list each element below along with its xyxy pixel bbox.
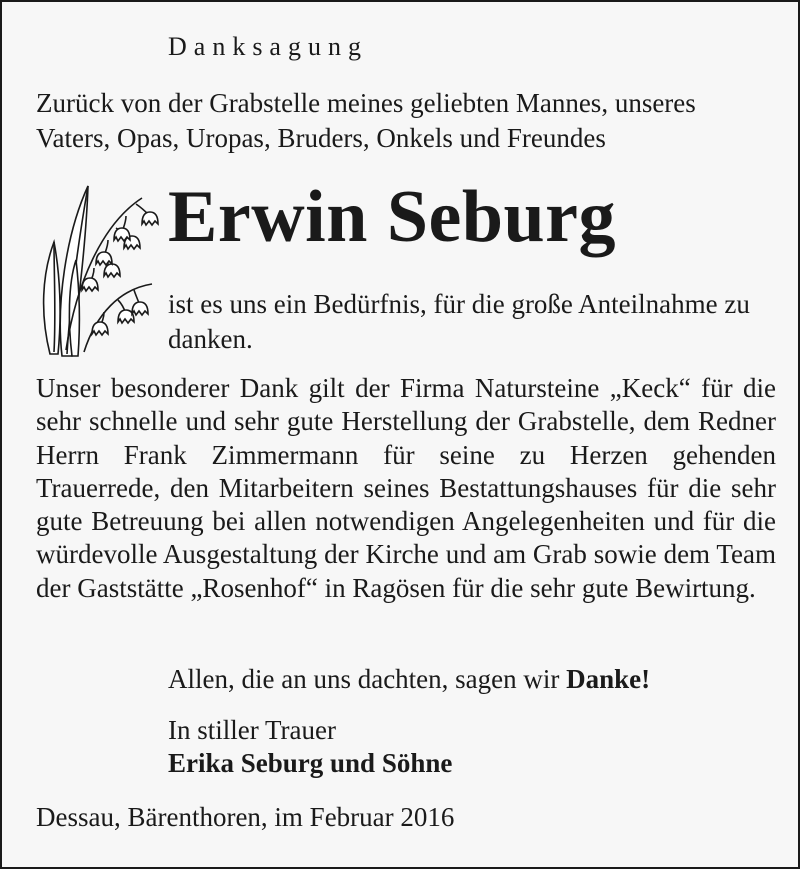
- closing-line: [168, 662, 650, 697]
- mourning-block: [168, 714, 452, 780]
- signers: Erika Seburg und Söhne: [168, 748, 453, 778]
- place-date: Dessau, Bärenthoren, im Februar 2016: [36, 802, 455, 832]
- mourning-line: In stiller Trauer: [168, 715, 336, 745]
- intro-text: Zurück von der Grabstelle meines geliebten Mannes, unseres Vaters, Opas, Uropas, Bruders, Onkels und Freundes: [36, 88, 696, 153]
- deceased-name: Erwin Seburg: [168, 176, 617, 258]
- notice-heading: Danksagung: [168, 32, 368, 61]
- body-text: Unser besonderer Dank gilt der Firma Natursteine „Keck“ für die sehr schnelle und sehr gute Herstellung der Grabstelle, dem Redner Herrn Frank Zimmermann für seine zu Herzen gehenden Trauerrede, den Mitarbeitern seines Bestattungshauses für die sehr gute Betreuung bei allen notwendigen Angelegenheiten und für die würdevolle Ausgestaltung der Kirche und am Grab sowie dem Team der Gaststätte „Rosenhof“ in Ragösen für die sehr gute Bewirtung.: [36, 373, 776, 603]
- thanks-line: ist es uns ein Bedürfnis, für die große Anteilnahme zu danken.: [168, 289, 750, 354]
- lily-of-the-valley-icon: [32, 164, 172, 364]
- closing-prefix: Allen, die an uns dachten, sagen wir: [168, 664, 567, 694]
- closing-emphasis: Danke!: [566, 664, 651, 694]
